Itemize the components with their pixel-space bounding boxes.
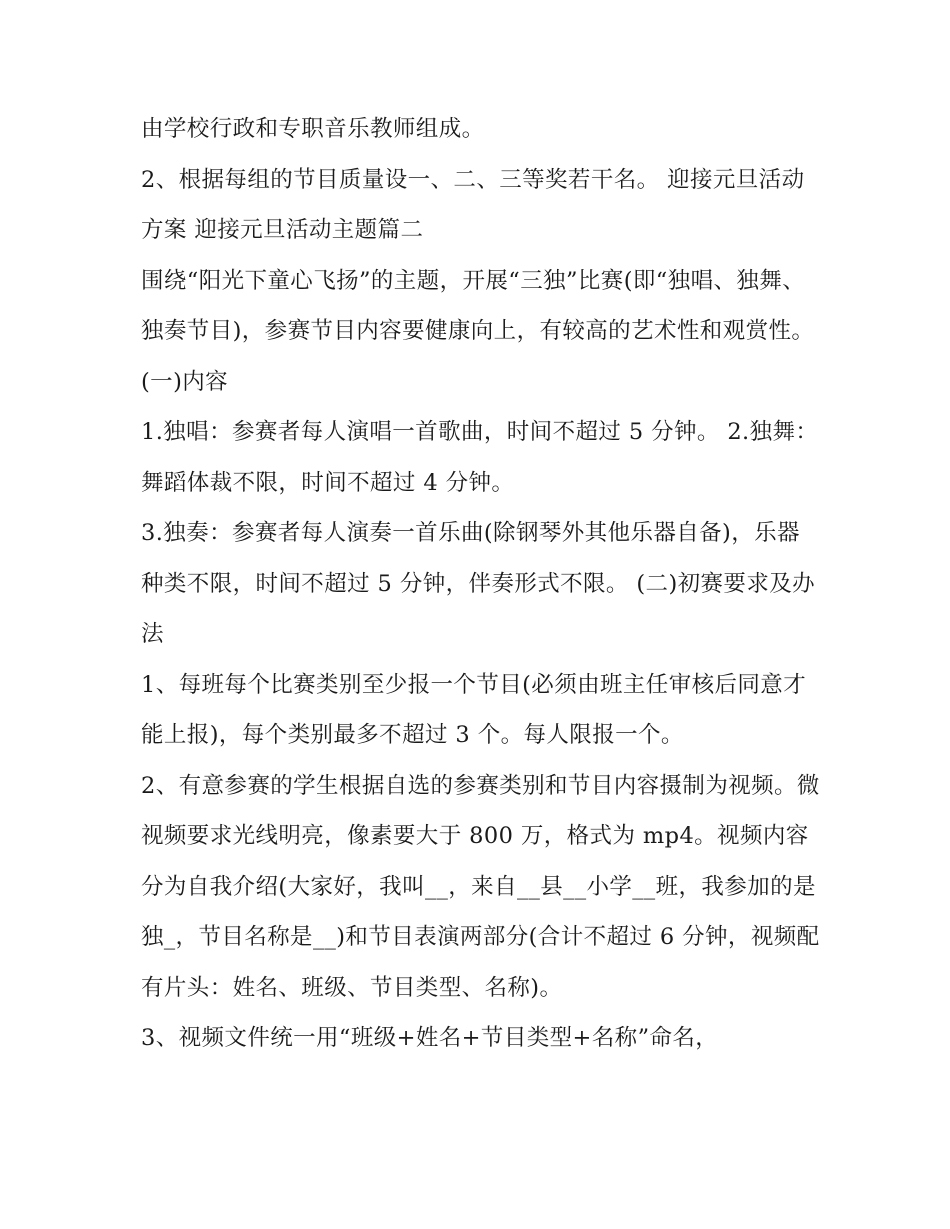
paragraph: 1、每班每个比赛类别至少报一个节目(必须由班主任审核后同意才能上报)，每个类别最多不超过 3 个。每人限报一个。: [141, 671, 807, 748]
paragraph: 2、有意参赛的学生根据自选的参赛类别和节目内容摄制为视频。微视频要求光线明亮，像素要大于 800 万，格式为 mp4。视频内容分为自我介绍(大家好，我叫__，来自__县__小学__班，我参加的是独_，节目名称是__)和节目表演两部分(合计不超过 6 分钟，视频配有片头：姓名、班级、节目类型、名称)。: [141, 772, 820, 1001]
paragraph: 围绕“阳光下童心飞扬”的主题，开展“三独”比赛(即“独唱、独舞、独奏节目)，参赛节目内容要健康向上，有较高的艺术性和观赏性。 (一)内容: [141, 267, 815, 395]
paragraph: 3、视频文件统一用“班级+姓名+节目类型+名称”命名，: [141, 1025, 719, 1051]
paragraph: 1.独唱：参赛者每人演唱一首歌曲，时间不超过 5 分钟。 2.独舞：舞蹈体裁不限，时间不超过 4 分钟。: [141, 419, 819, 496]
paragraph: 由学校行政和专职音乐教师组成。: [141, 116, 485, 142]
paragraph: 3.独奏：参赛者每人演奏一首乐曲(除钢琴外其他乐器自备)，乐器种类不限，时间不超过 5 分钟，伴奏形式不限。 (二)初赛要求及办法: [141, 520, 816, 647]
paragraph: 2、根据每组的节目质量设一、二、三等奖若干名。 迎接元旦活动方案 迎接元旦活动主题篇二: [141, 166, 805, 243]
document-body: [141, 104, 821, 1064]
